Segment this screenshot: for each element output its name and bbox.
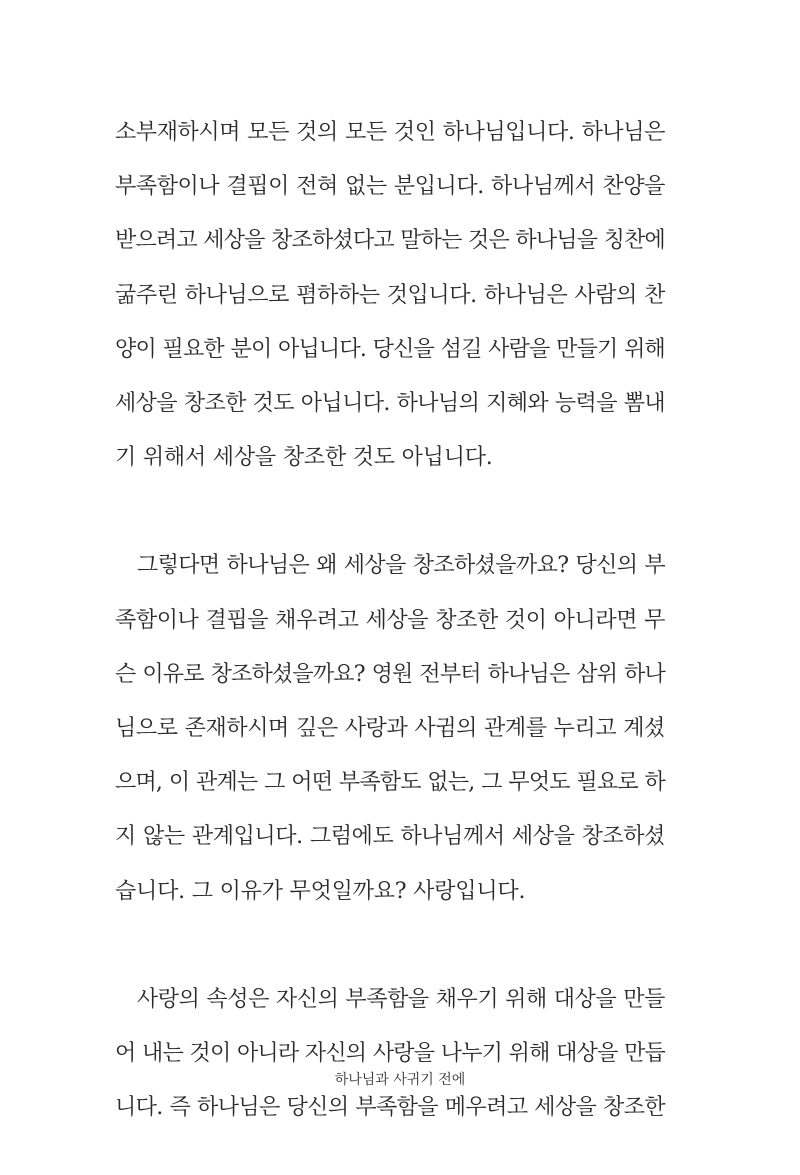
text-line: 기 위해서 세상을 창조한 것도 아닙니다. [115,445,493,471]
text-line: 소부재하시며 모든 것의 모든 것인 하나님입니다. 하나님은 [115,120,665,145]
text-line: 니다. 즉 하나님은 당신의 부족함을 메우려고 세상을 창조한 [115,1095,665,1121]
text-line: 님으로 존재하시며 깊은 사랑과 사귐의 관계를 누리고 계셨 [115,716,665,742]
text-line: 으며, 이 관계는 그 어떤 부족함도 없는, 그 무엇도 필요로 하 [115,770,665,796]
paragraph-1 [115,106,665,485]
text-line: 양이 필요한 분이 아닙니다. 당신을 섬길 사람을 만들기 위해 [115,336,665,362]
text-line: 어 내는 것이 아니라 자신의 사랑을 나누기 위해 대상을 만듭 [115,1041,665,1067]
body-text [115,106,665,1135]
text-line: 부족함이나 결핍이 전혀 없는 분입니다. 하나님께서 찬양을 [115,174,665,200]
paragraph-2 [115,539,665,918]
text-line: 습니다. 그 이유가 무엇일까요? 사랑입니다. [115,878,526,904]
text-line: 그렇다면 하나님은 왜 세상을 창조하셨을까요? 당신의 부 [115,553,665,579]
text-line: 받으려고 세상을 창조하셨다고 말하는 것은 하나님을 칭찬에 [115,228,665,254]
text-line: 족함이나 결핍을 채우려고 세상을 창조한 것이 아니라면 무 [115,607,665,633]
text-line: 세상을 창조한 것도 아닙니다. 하나님의 지혜와 능력을 뽐내 [115,391,665,417]
text-line: 지 않는 관계입니다. 그럼에도 하나님께서 세상을 창조하셨 [115,824,665,850]
running-footer: 하나님과 사귀기 전에 [334,1072,466,1088]
text-line: 슨 이유로 창조하셨을까요? 영원 전부터 하나님은 삼위 하나 [115,661,665,687]
text-line: 굶주린 하나님으로 폄하하는 것입니다. 하나님은 사람의 찬 [115,282,665,308]
paragraph-3 [115,973,665,1136]
text-line: 사랑의 속성은 자신의 부족함을 채우기 위해 대상을 만들 [115,986,665,1012]
